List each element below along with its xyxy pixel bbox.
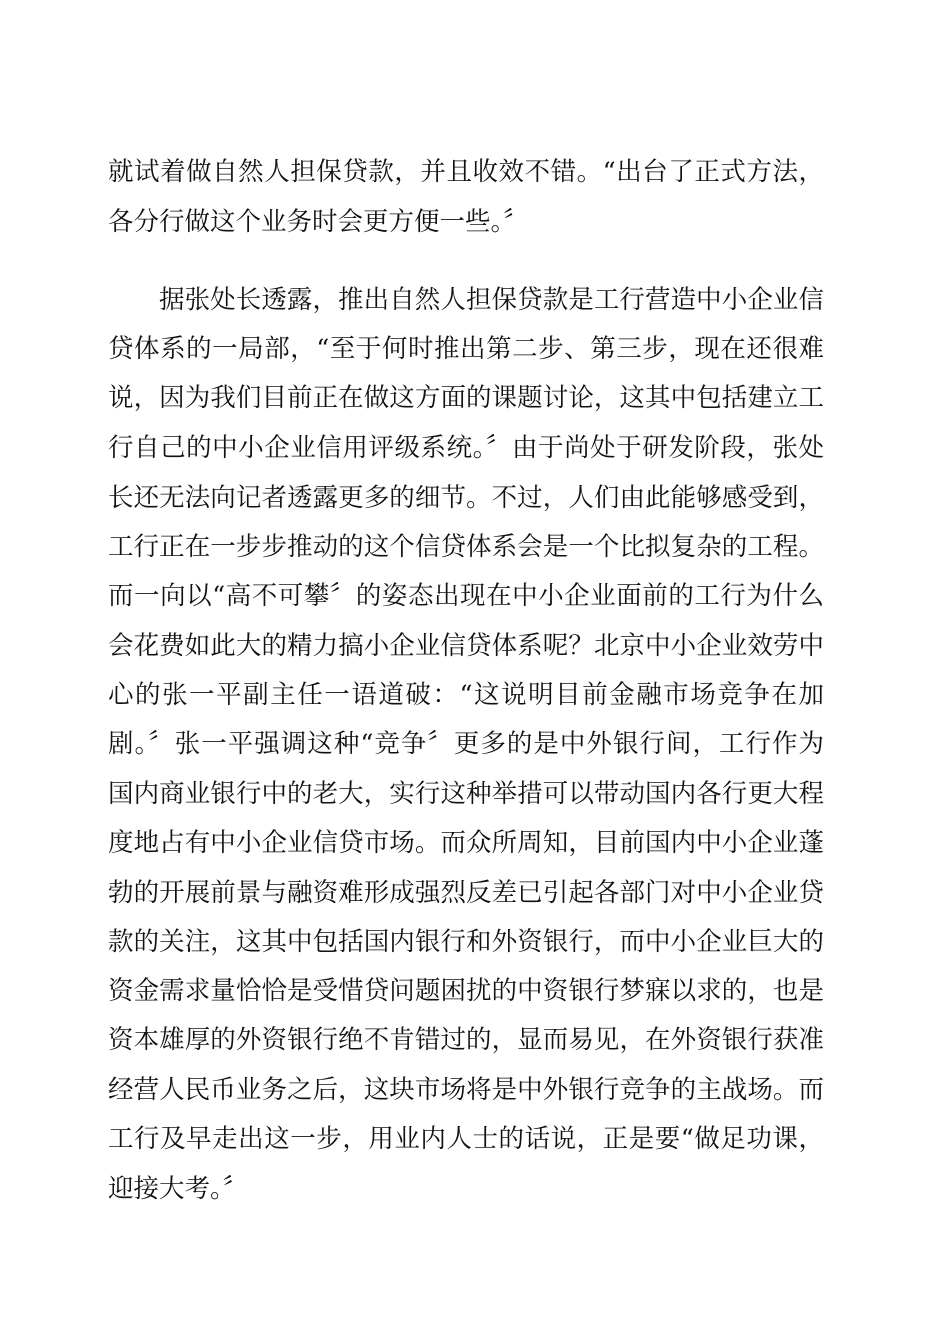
paragraph-2-line-14: 款的关注，这其中包括国内银行和外资银行，而中小企业巨大的 [108, 927, 824, 957]
paragraph-1-line-1: 就试着做自然人担保贷款，并且收效不错。“出台了正式方法， [108, 157, 824, 187]
paragraph-2-line-17: 经营人民币业务之后，这块市场将是中外银行竞争的主战场。而 [108, 1075, 824, 1105]
paragraph-2-line-11: 国内商业银行中的老大，实行这种举措可以带动国内各行更大程 [108, 779, 824, 809]
paragraph-2-line-2: 贷体系的一局部，“至于何时推出第二步、第三步，现在还很难 [108, 334, 824, 364]
paragraph-2-line-19: 迎接大考。〞 [108, 1174, 249, 1204]
paragraph-2-line-5: 长还无法向记者透露更多的细节。不过，人们由此能够感受到， [108, 483, 824, 513]
paragraph-2-line-15: 资金需求量恰恰是受惜贷问题困扰的中资银行梦寐以求的，也是 [108, 976, 824, 1006]
paragraph-2-line-16: 资本雄厚的外资银行绝不肯错过的，显而易见，在外资银行获准 [108, 1025, 824, 1055]
paragraph-2-line-3: 说，因为我们目前正在做这方面的课题讨论，这其中包括建立工 [108, 383, 824, 413]
paragraph-2-line-9: 心的张一平副主任一语道破：“这说明目前金融市场竞争在加 [108, 680, 824, 710]
paragraph-2-line-4: 行自己的中小企业信用评级系统。〞由于尚处于研发阶段，张处 [108, 433, 824, 463]
paragraph-2-line-18: 工行及早走出这一步，用业内人士的话说，正是要“做足功课， [108, 1124, 824, 1154]
paragraph-2-line-8: 会花费如此大的精力搞小企业信贷体系呢？北京中小企业效劳中 [108, 631, 824, 661]
paragraph-2-line-6: 工行正在一步步推动的这个信贷体系会是一个比拟复杂的工程。 [108, 532, 824, 562]
paragraph-2-line-10: 剧。〞张一平强调这种“竞争〞更多的是中外银行间，工行作为 [108, 729, 824, 759]
paragraph-1-line-2: 各分行做这个业务时会更方便一些。〞 [108, 207, 529, 237]
paragraph-2-line-7: 而一向以“高不可攀〞的姿态出现在中小企业面前的工行为什么 [108, 581, 824, 611]
paragraph-2-line-1: 据张处长透露，推出自然人担保贷款是工行营造中小企业信 [159, 285, 824, 315]
paragraph-2-line-12: 度地占有中小企业信贷市场。而众所周知，目前国内中小企业蓬 [108, 828, 824, 858]
paragraph-2-line-13: 勃的开展前景与融资难形成强烈反差已引起各部门对中小企业贷 [108, 878, 824, 908]
